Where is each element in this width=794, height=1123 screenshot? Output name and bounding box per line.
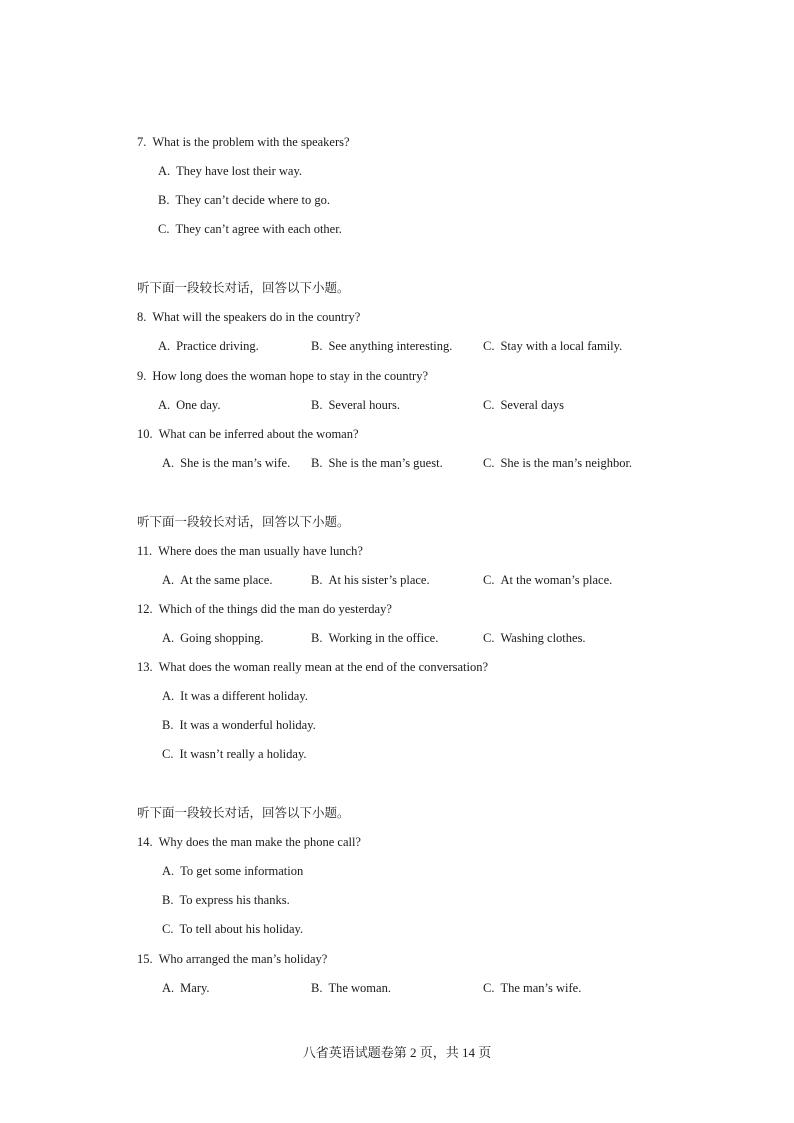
option-label: C.	[483, 573, 495, 587]
q10-option-a	[162, 455, 290, 471]
option-text: To tell about his holiday.	[179, 922, 304, 936]
q14-option-a	[162, 863, 303, 879]
option-label: A.	[162, 981, 175, 995]
q11-option-a	[162, 572, 272, 588]
option-text: Washing clothes.	[500, 631, 586, 645]
option-text: Mary.	[180, 981, 210, 995]
option-label: C.	[483, 981, 495, 995]
q13-option-b	[162, 717, 316, 733]
q9-option-c	[483, 397, 564, 413]
q11-option-b	[311, 572, 430, 588]
question-text: Where does the man usually have lunch?	[158, 544, 363, 558]
option-label: B.	[311, 456, 323, 470]
option-label: C.	[483, 339, 495, 353]
option-text: She is the man’s wife.	[180, 456, 291, 470]
q7-option-a	[158, 163, 302, 179]
question-text: What can be inferred about the woman?	[158, 427, 359, 441]
q7-option-b	[158, 192, 330, 208]
question-8	[137, 309, 360, 325]
option-label: C.	[483, 631, 495, 645]
question-12	[137, 601, 392, 617]
option-label: C.	[158, 222, 170, 236]
q8-option-c	[483, 338, 622, 354]
question-number: 14.	[137, 835, 153, 849]
question-13	[137, 659, 488, 675]
q15-option-b	[311, 980, 391, 996]
option-label: B.	[311, 339, 323, 353]
option-text: To get some information	[180, 864, 304, 878]
question-number: 11.	[137, 544, 153, 558]
question-15	[137, 951, 327, 967]
option-text: One day.	[176, 398, 221, 412]
question-11	[137, 543, 363, 559]
section-instruction: 听下面一段较长对话，回答以下小题。	[137, 281, 350, 295]
option-text: They can’t agree with each other.	[175, 222, 342, 236]
question-number: 13.	[137, 660, 153, 674]
q13-option-c	[162, 746, 307, 762]
option-text: It was a different holiday.	[180, 689, 308, 703]
question-14	[137, 834, 361, 850]
q14-option-c	[162, 921, 303, 937]
option-text: Several days	[500, 398, 564, 412]
option-label: C.	[162, 747, 174, 761]
option-text: Working in the office.	[328, 631, 439, 645]
question-number: 15.	[137, 952, 153, 966]
question-text: What does the woman really mean at the end of the conversation?	[158, 660, 489, 674]
question-text: Who arranged the man’s holiday?	[158, 952, 328, 966]
question-7	[137, 134, 350, 150]
q8-option-b	[311, 338, 452, 354]
option-text: To express his thanks.	[179, 893, 290, 907]
q8-option-a	[158, 338, 259, 354]
option-label: A.	[162, 573, 175, 587]
q9-option-a	[158, 397, 220, 413]
option-text: She is the man’s neighbor.	[500, 456, 633, 470]
question-number: 8.	[137, 310, 147, 324]
option-text: She is the man’s guest.	[328, 456, 443, 470]
option-label: C.	[162, 922, 174, 936]
option-label: B.	[311, 631, 323, 645]
option-label: C.	[483, 456, 495, 470]
option-label: A.	[158, 339, 171, 353]
q15-option-a	[162, 980, 210, 996]
question-number: 7.	[137, 135, 147, 149]
option-text: Going shopping.	[180, 631, 264, 645]
option-text: It wasn’t really a holiday.	[179, 747, 307, 761]
option-text: The woman.	[328, 981, 391, 995]
option-text: At the woman’s place.	[500, 573, 613, 587]
q7-option-c	[158, 221, 342, 237]
question-number: 10.	[137, 427, 153, 441]
q11-option-c	[483, 572, 612, 588]
option-text: At his sister’s place.	[328, 573, 430, 587]
option-text: They can’t decide where to go.	[175, 193, 331, 207]
q12-option-b	[311, 630, 438, 646]
option-label: B.	[311, 398, 323, 412]
question-9	[137, 368, 428, 384]
option-label: A.	[162, 631, 175, 645]
page-footer: 八省英语试题卷第 2 页，共 14 页	[302, 1045, 492, 1060]
question-10	[137, 426, 359, 442]
question-text: How long does the woman hope to stay in the country?	[152, 369, 429, 383]
q12-option-c	[483, 630, 586, 646]
option-label: B.	[311, 981, 323, 995]
option-text: The man’s wife.	[500, 981, 582, 995]
option-text: At the same place.	[180, 573, 273, 587]
option-label: B.	[158, 193, 170, 207]
section-instruction: 听下面一段较长对话，回答以下小题。	[137, 806, 350, 820]
section-instruction: 听下面一段较长对话，回答以下小题。	[137, 515, 350, 529]
question-number: 12.	[137, 602, 153, 616]
q14-option-b	[162, 892, 290, 908]
q15-option-c	[483, 980, 581, 996]
question-number: 9.	[137, 369, 147, 383]
option-label: A.	[162, 689, 175, 703]
option-text: Several hours.	[328, 398, 400, 412]
q10-option-c	[483, 455, 632, 471]
option-label: A.	[162, 456, 175, 470]
option-text: They have lost their way.	[176, 164, 303, 178]
option-label: A.	[158, 398, 171, 412]
question-text: Which of the things did the man do yesterday?	[158, 602, 392, 616]
option-label: A.	[158, 164, 171, 178]
q13-option-a	[162, 688, 308, 704]
question-text: What will the speakers do in the country?	[152, 310, 361, 324]
option-label: B.	[162, 718, 174, 732]
option-label: B.	[162, 893, 174, 907]
option-text: Stay with a local family.	[500, 339, 623, 353]
option-label: C.	[483, 398, 495, 412]
question-text: What is the problem with the speakers?	[152, 135, 350, 149]
q10-option-b	[311, 455, 443, 471]
option-label: B.	[311, 573, 323, 587]
question-text: Why does the man make the phone call?	[158, 835, 361, 849]
option-label: A.	[162, 864, 175, 878]
option-text: See anything interesting.	[328, 339, 453, 353]
q9-option-b	[311, 397, 400, 413]
option-text: It was a wonderful holiday.	[179, 718, 316, 732]
q12-option-a	[162, 630, 264, 646]
option-text: Practice driving.	[176, 339, 259, 353]
